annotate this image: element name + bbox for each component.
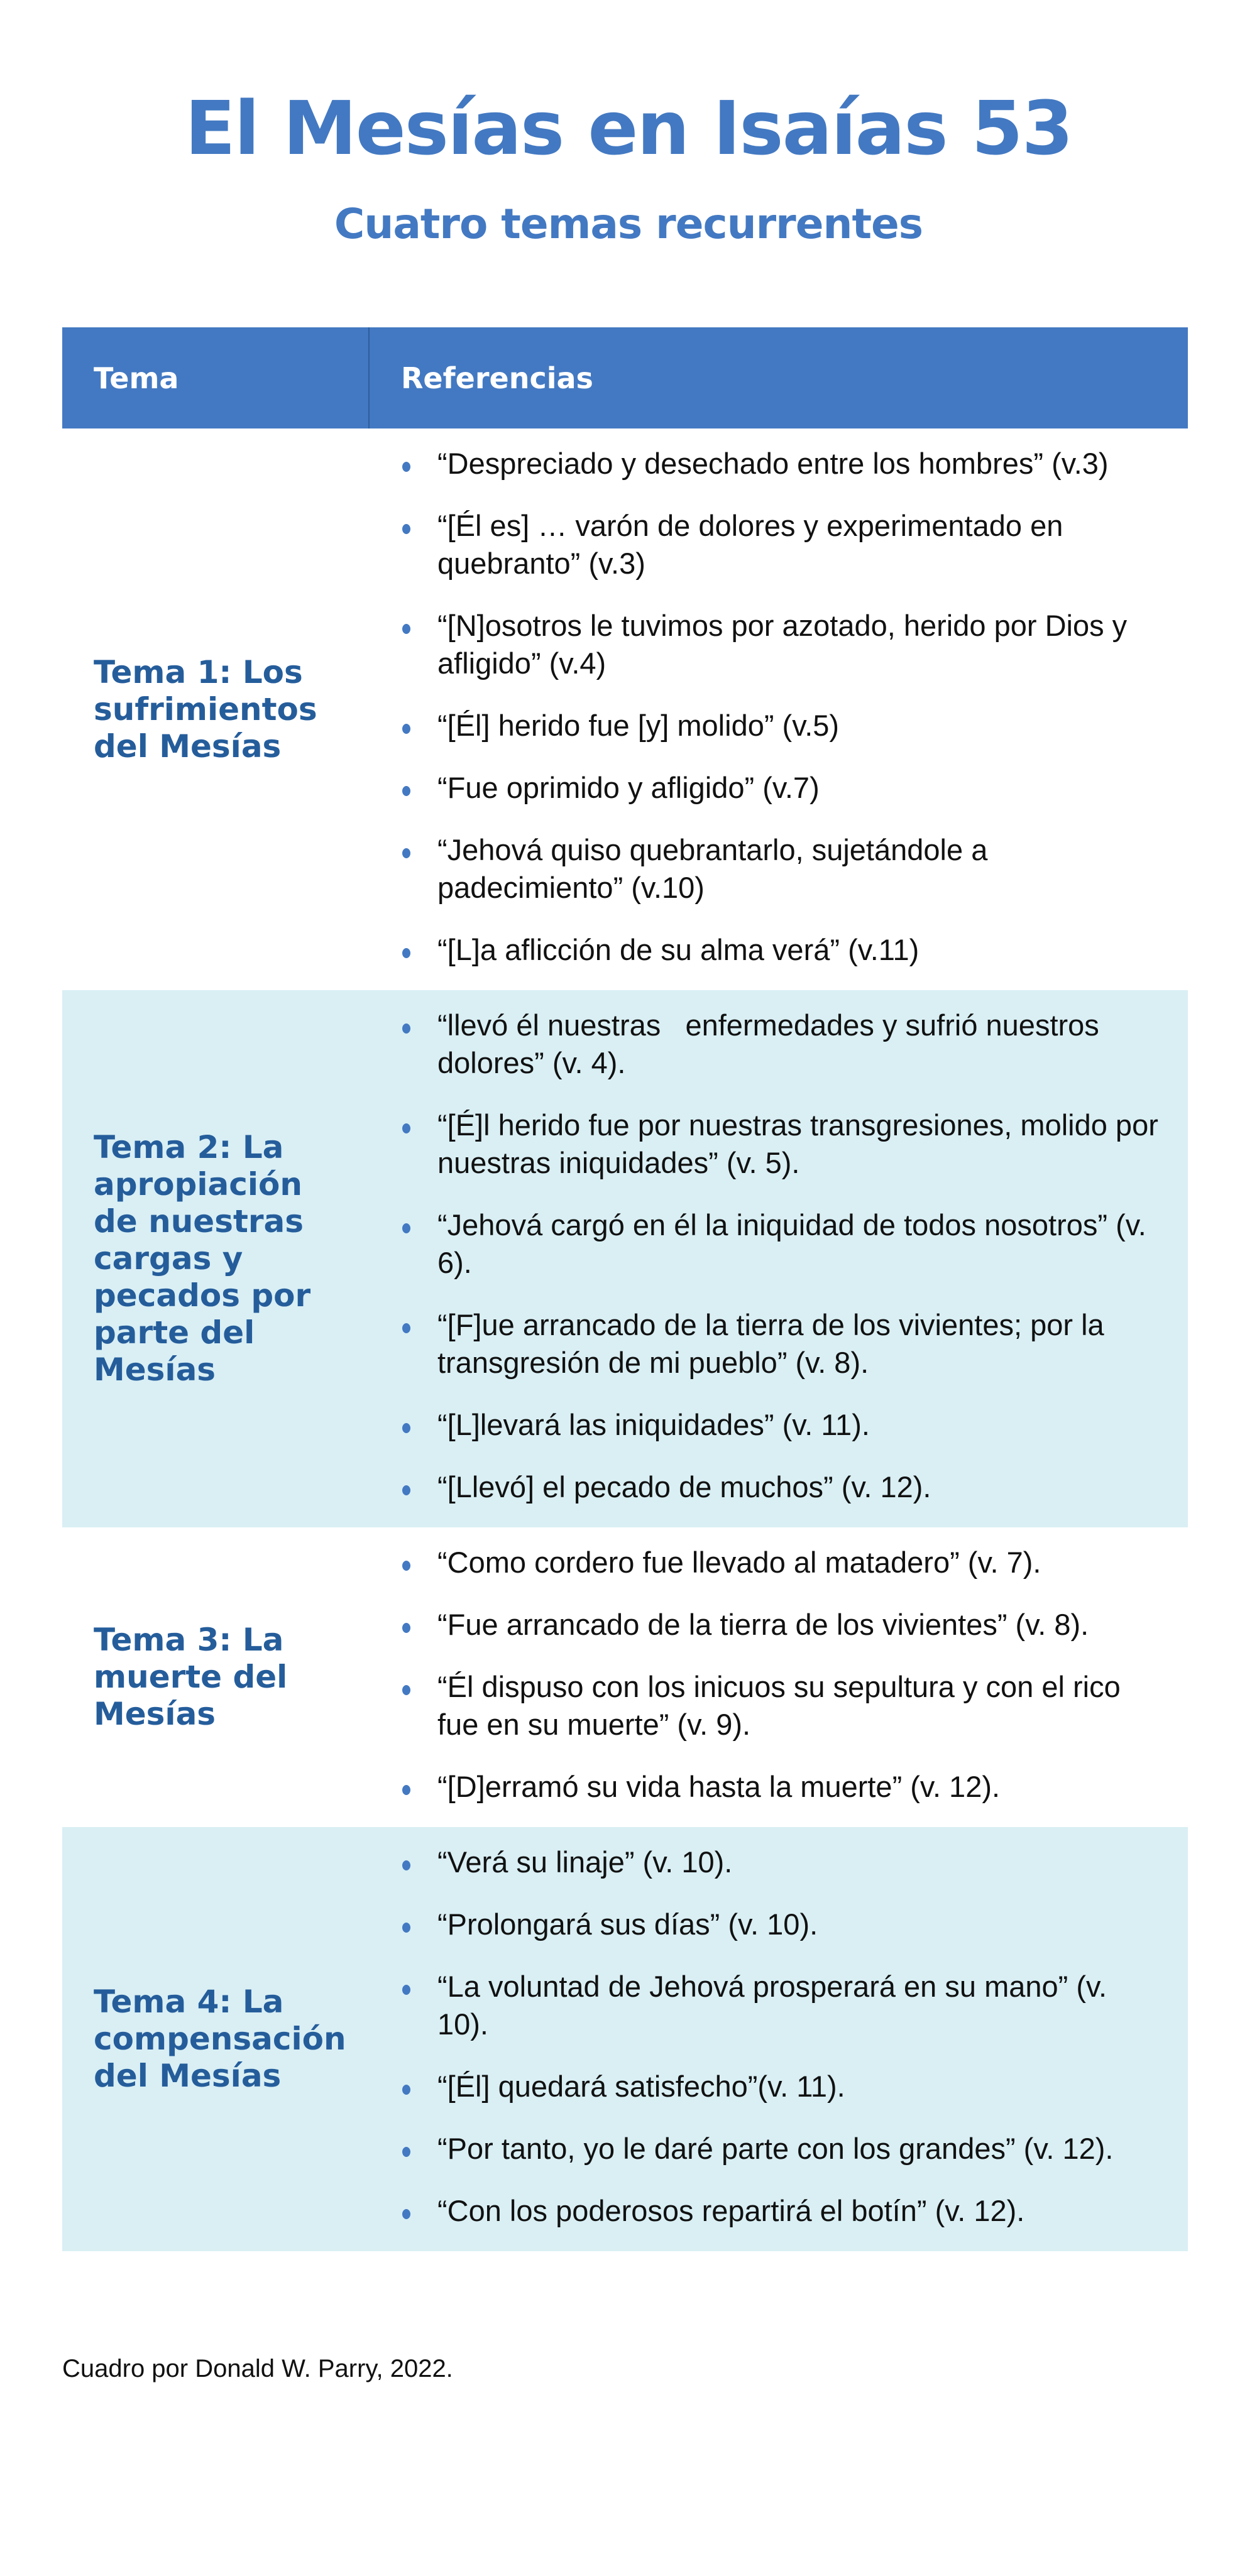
bullet-icon <box>402 1323 410 1333</box>
page-title: El Mesías en Isaías 53 <box>185 85 1072 172</box>
bullet-icon <box>402 1623 410 1633</box>
table-row <box>62 428 1188 990</box>
themes-table <box>62 327 1188 2251</box>
column-header-referencias: Referencias <box>401 361 593 395</box>
chart-credit: Cuadro por Donald W. Parry, 2022. <box>62 2355 453 2382</box>
list-item <box>401 1406 1163 1444</box>
theme-label: Tema 1: Los sufrimientos del Mesías <box>94 653 317 765</box>
list-item <box>401 1007 1163 1082</box>
bullet-icon <box>402 1561 410 1571</box>
bullet-icon <box>402 624 410 634</box>
bullet-icon <box>402 462 410 472</box>
list-item <box>401 1668 1163 1744</box>
list-item <box>401 1306 1163 1382</box>
bullet-icon <box>402 1860 410 1870</box>
list-item <box>401 2192 1163 2230</box>
list-item <box>401 1606 1163 1644</box>
page-subtitle: Cuatro temas recurrentes <box>334 200 923 248</box>
references-list <box>401 1544 1163 1806</box>
list-item <box>401 607 1163 682</box>
theme-label: Tema 3: La muerte del Mesías <box>94 1622 288 1732</box>
list-item <box>401 445 1163 483</box>
reference-text: “Prolongará sus días” (v. 10). <box>437 1907 818 1941</box>
reference-text: “Verá su linaje” (v. 10). <box>437 1845 733 1879</box>
list-item <box>401 1206 1163 1282</box>
reference-text: “[Él es] … varón de dolores y experimentado en quebranto” (v.3) <box>437 509 1063 580</box>
reference-text: “[É]l herido fue por nuestras transgresiones, molido por nuestras iniquidades” (v. 5). <box>437 1108 1158 1179</box>
reference-text: “Fue oprimido y afligido” (v.7) <box>437 771 820 804</box>
reference-text: “[N]osotros le tuvimos por azotado, herido por Dios y afligido” (v.4) <box>437 609 1128 680</box>
bullet-icon <box>402 724 410 734</box>
reference-text: “Despreciado y desechado entre los hombres” (v.3) <box>437 447 1109 480</box>
table-row <box>62 1527 1188 1827</box>
list-item <box>401 1906 1163 1943</box>
column-header-tema: Tema <box>62 327 370 428</box>
table-header <box>62 327 1188 428</box>
references-cell <box>370 1827 1188 2251</box>
list-item <box>401 1968 1163 2043</box>
reference-text: “llevó él nuestras enfermedades y sufrió nuestros dolores” (v. 4). <box>437 1008 1107 1079</box>
list-item <box>401 1544 1163 1581</box>
reference-text: “La voluntad de Jehová prosperará en su mano” (v. 10). <box>437 1970 1107 2041</box>
list-item <box>401 1843 1163 1881</box>
list-item <box>401 1768 1163 1806</box>
bullet-icon <box>402 1123 410 1133</box>
bullet-icon <box>402 1223 410 1233</box>
bullet-icon <box>402 786 410 796</box>
references-cell <box>370 428 1188 990</box>
reference-text: “Fue arrancado de la tierra de los vivientes” (v. 8). <box>437 1608 1089 1641</box>
bullet-icon <box>402 1485 410 1495</box>
list-item <box>401 769 1163 807</box>
bullet-icon <box>402 1923 410 1933</box>
references-cell <box>370 990 1188 1527</box>
list-item <box>401 507 1163 582</box>
bullet-icon <box>402 948 410 958</box>
references-list <box>401 445 1163 969</box>
table-row <box>62 990 1188 1527</box>
theme-label: Tema 2: La apropiación de nuestras cargas y pecados por parte del Mesías <box>94 1129 311 1388</box>
references-list <box>401 1843 1163 2230</box>
references-list <box>401 1007 1163 1506</box>
reference-text: “Jehová quiso quebrantarlo, sujetándole a padecimiento” (v.10) <box>437 833 988 904</box>
theme-label: Tema 4: La compensación del Mesías <box>94 1984 346 2094</box>
bullet-icon <box>402 524 410 534</box>
list-item <box>401 2130 1163 2168</box>
bullet-icon <box>402 2147 410 2157</box>
list-item <box>401 831 1163 907</box>
reference-text: “[Llevó] el pecado de muchos” (v. 12). <box>437 1470 931 1504</box>
list-item <box>401 1468 1163 1506</box>
reference-text: “[F]ue arrancado de la tierra de los vivientes; por la transgresión de mi pueblo” (v. 8). <box>437 1308 1104 1379</box>
reference-text: “Por tanto, yo le daré parte con los grandes” (v. 12). <box>437 2132 1114 2165</box>
bullet-icon <box>402 1023 410 1034</box>
list-item <box>401 1106 1163 1182</box>
list-item <box>401 2068 1163 2105</box>
bullet-icon <box>402 1985 410 1995</box>
bullet-icon <box>402 2085 410 2095</box>
list-item <box>401 931 1163 969</box>
reference-text: “[Él] herido fue [y] molido” (v.5) <box>437 709 840 742</box>
reference-text: “[Él] quedará satisfecho”(v. 11). <box>437 2070 845 2103</box>
reference-text: “Él dispuso con los inicuos su sepultura y con el rico fue en su muerte” (v. 9). <box>437 1670 1121 1741</box>
reference-text: “[D]erramó su vida hasta la muerte” (v. 12). <box>437 1770 1001 1803</box>
bullet-icon <box>402 848 410 858</box>
reference-text: “Como cordero fue llevado al matadero” (v. 7). <box>437 1546 1041 1579</box>
reference-text: “[L]levará las iniquidades” (v. 11). <box>437 1408 870 1441</box>
reference-text: “[L]a aflicción de su alma verá” (v.11) <box>437 933 919 966</box>
bullet-icon <box>402 1785 410 1795</box>
list-item <box>401 707 1163 745</box>
reference-text: “Jehová cargó en él la iniquidad de todos nosotros” (v. 6). <box>437 1208 1146 1279</box>
reference-text: “Con los poderosos repartirá el botín” (v. 12). <box>437 2194 1025 2227</box>
bullet-icon <box>402 2209 410 2219</box>
bullet-icon <box>402 1423 410 1433</box>
references-cell <box>370 1527 1188 1827</box>
table-row <box>62 1827 1188 2251</box>
bullet-icon <box>402 1685 410 1695</box>
